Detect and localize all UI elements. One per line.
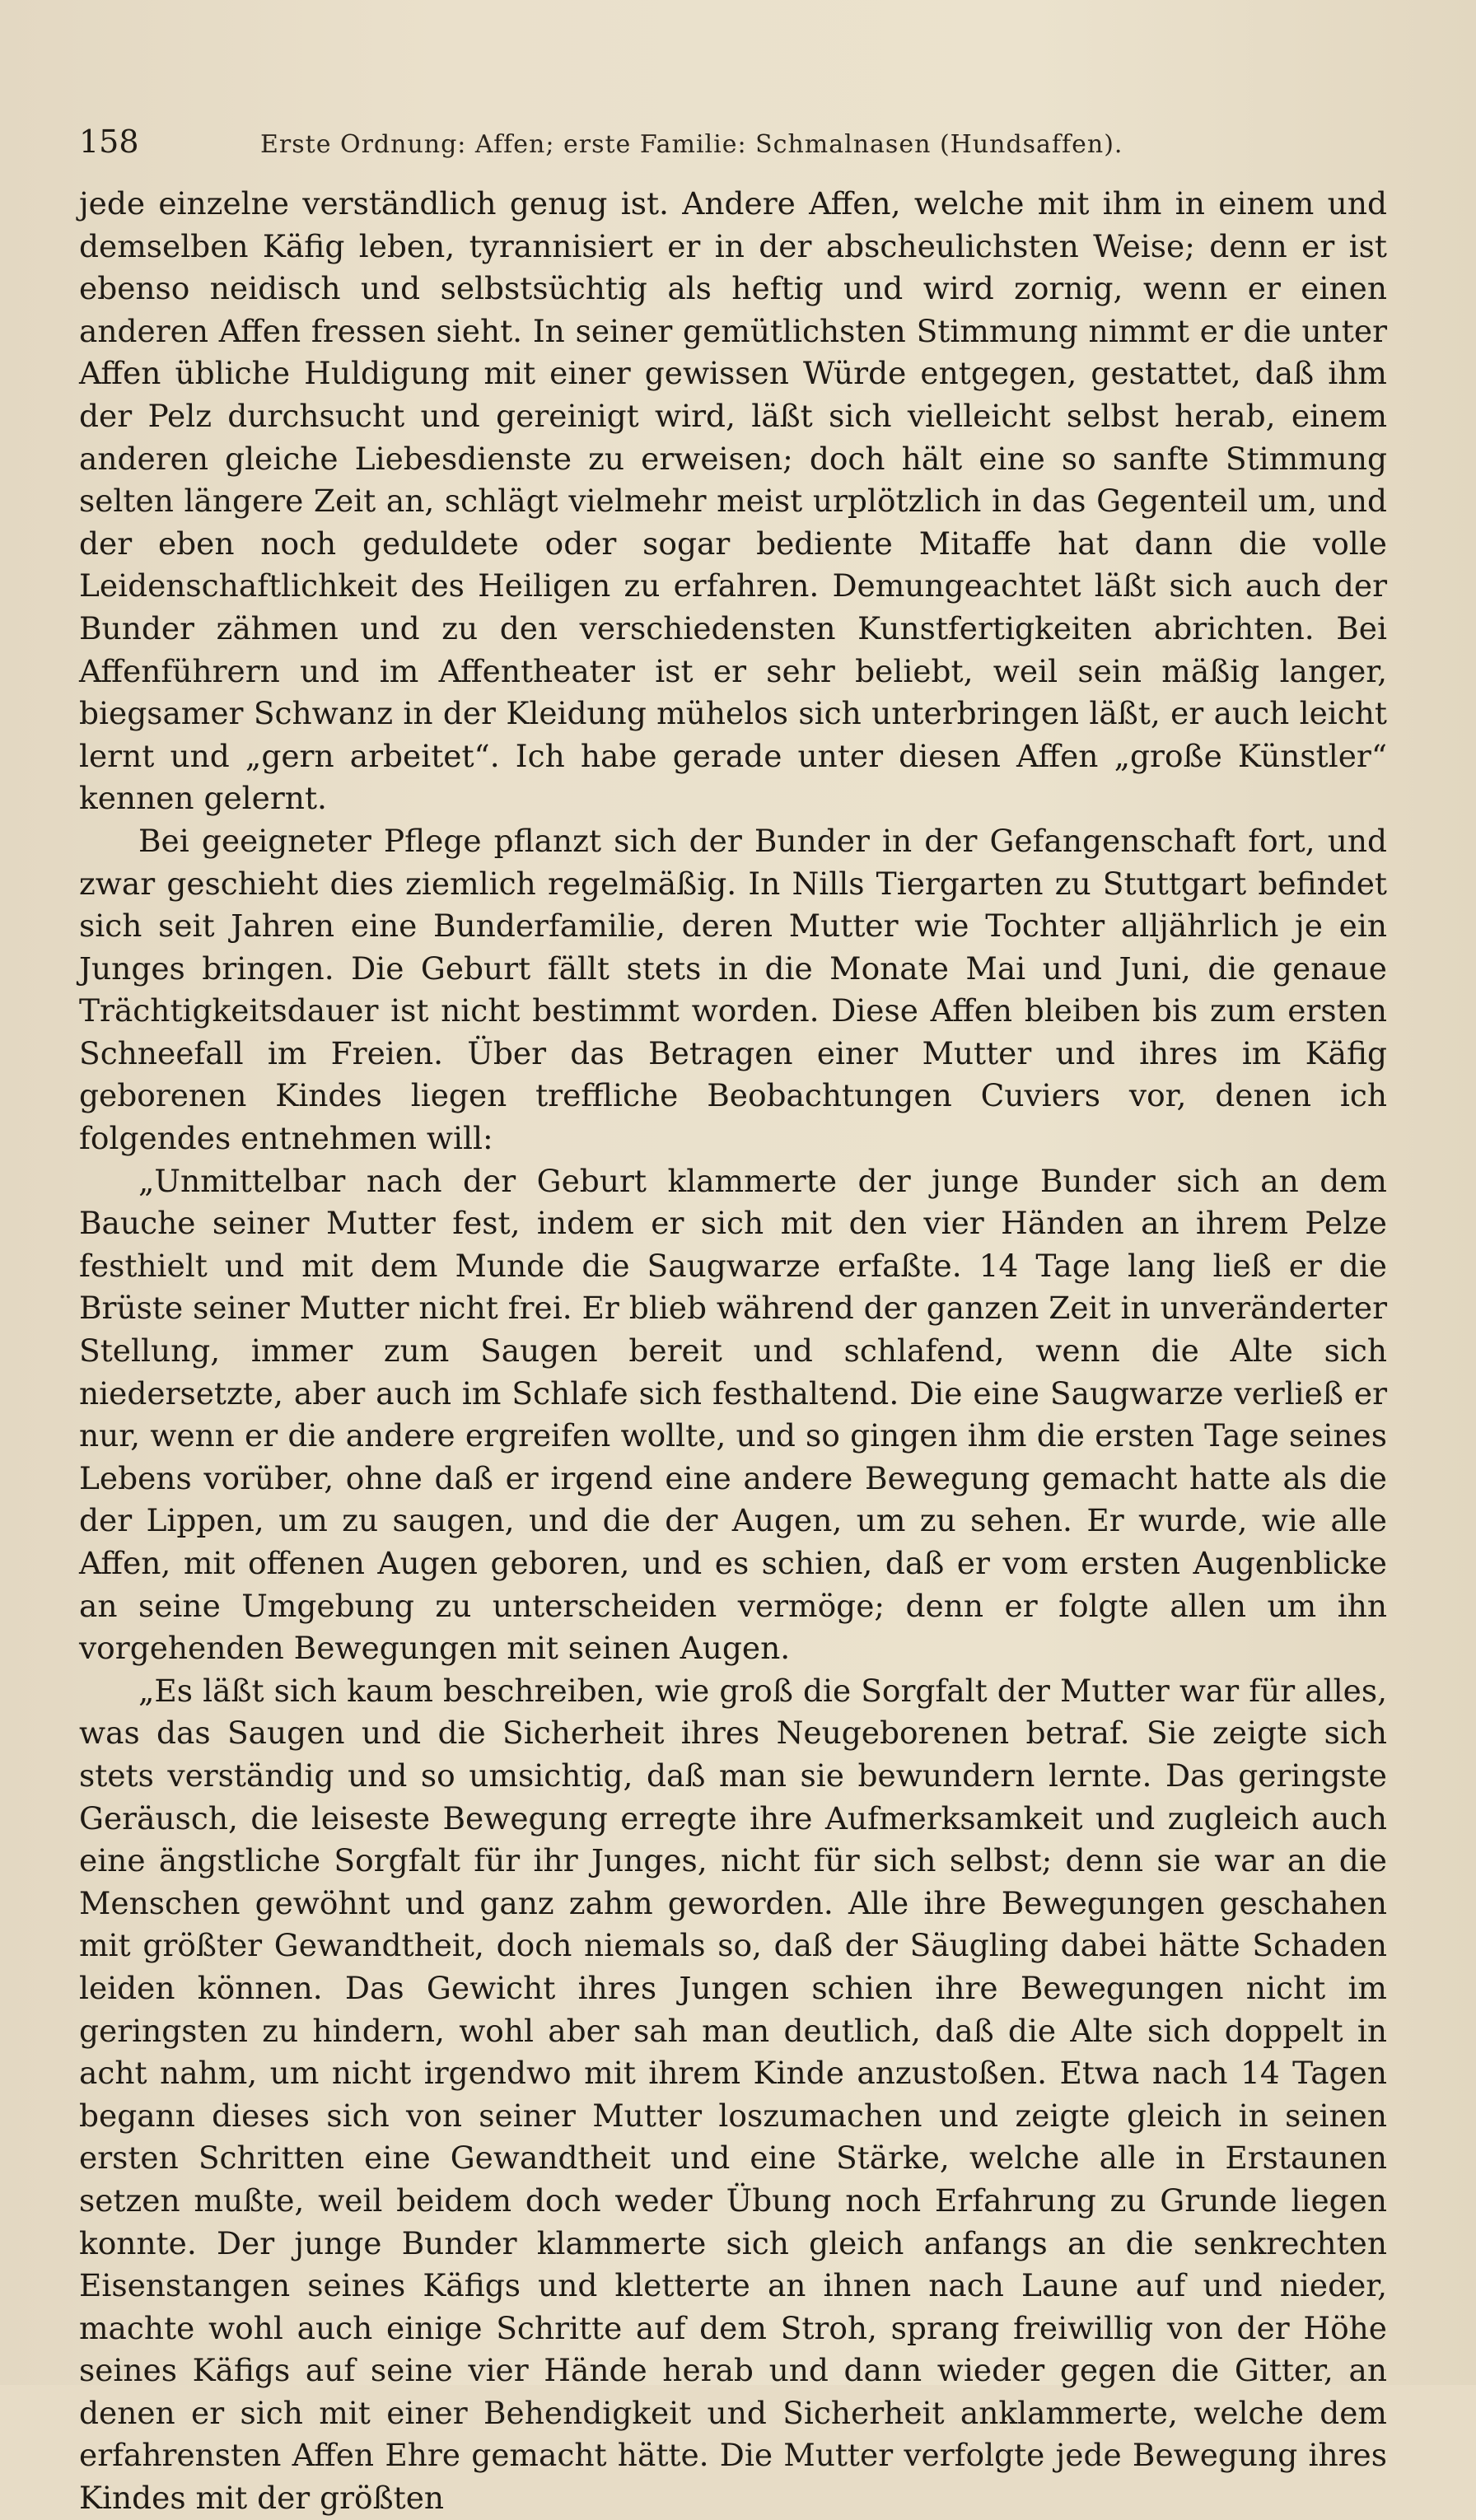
page-number: 158	[79, 124, 139, 160]
paragraph-continuation: jede einzelne verständlich genug ist. Andere Affen, welche mit ihm in einem und demselben Käfig leben, tyrannisiert er in der abscheulichsten Weise; denn er ist ebenso neidisch und selbstsüchtig als heftig und wird zornig, wenn er einen anderen Affen fressen sieht. In seiner gemütlichsten Stimmung nimmt er die unter Affen übliche Huldigung mit einer gewissen Würde entgegen, gestattet, daß ihm der Pelz durchsucht und gereinigt wird, läßt sich vielleicht selbst herab, einem anderen gleiche Liebesdienste zu erweisen; doch hält eine so sanfte Stimmung selten längere Zeit an, schlägt vielmehr meist urplötzlich in das Gegenteil um, und der eben noch geduldete oder sogar bediente Mitaffe hat dann die volle Leidenschaftlichkeit des Heiligen zu erfahren. Demungeachtet läßt sich auch der Bunder zähmen und zu den verschiedensten Kunstfertigkeiten abrichten. Bei Affenführern und im Affentheater ist er sehr beliebt, weil sein mäßig langer, biegsamer Schwanz in der Kleidung mühelos sich unterbringen läßt, er auch leicht lernt und „gern arbeitet“. Ich habe gerade unter diesen Affen „große Künstler“ kennen gelernt.	[79, 185, 1387, 817]
paragraph-quote-mother-care: „Es läßt sich kaum beschreiben, wie groß die Sorgfalt der Mutter war für alles, was das Saugen und die Sicherheit ihres Neugeborenen betraf. Sie zeigte sich stets verständig und so umsichtig, daß man sie bewundern lernte. Das geringste Geräusch, die leiseste Bewegung erregte ihre Aufmerksamkeit und zugleich auch eine ängstliche Sorgfalt für ihr Junges, nicht für sich selbst; denn sie war an die Menschen gewöhnt und ganz zahm geworden. Alle ihre Bewegungen geschahen mit größter Gewandtheit, doch niemals so, daß der Säugling dabei hätte Schaden leiden können. Das Gewicht ihres Jungen schien ihre Bewegungen nicht im geringsten zu hindern, wohl aber sah man deutlich, daß die Alte sich doppelt in acht nahm, um nicht irgendwo mit ihrem Kinde anzustoßen. Etwa nach 14 Tagen begann dieses sich von seiner Mutter loszumachen und zeigte gleich in seinen ersten Schritten eine Gewandtheit und eine Stärke, welche alle in Erstaunen setzen mußte, weil beidem doch weder Übung noch Erfahrung zu Grunde liegen konnte. Der junge Bunder klammerte sich gleich anfangs an die senkrechten Eisenstangen seines Käfigs und kletterte an ihnen nach Laune auf und nieder, machte wohl auch einige Schritte auf dem Stroh, sprang freiwillig von der Höhe seines Käfigs auf seine vier Hände herab und dann wieder gegen die Gitter, an denen er sich mit einer Behendigkeit und Sicherheit anklammerte, welche dem erfahrensten Affen Ehre gemacht hätte. Die Mutter verfolgte jede Bewegung ihres Kindes mit der größten	[79, 1672, 1387, 2517]
running-header	[79, 124, 1387, 173]
body-text	[79, 183, 1387, 2520]
chapter-heading: Erste Ordnung: Affen; erste Familie: Schmalnasen (Hundsaffen).	[260, 130, 1123, 159]
paragraph-quote-birth: „Unmittelbar nach der Geburt klammerte der junge Bunder sich an dem Bauche seiner Mutter fest, indem er sich mit den vier Händen an ihrem Pelze festhielt und mit dem Munde die Saugwarze erfaßte. 14 Tage lang ließ er die Brüste seiner Mutter nicht frei. Er blieb während der ganzen Zeit in unveränderter Stellung, immer zum Saugen bereit und schlafend, wenn die Alte sich niedersetzte, aber auch im Schlafe sich festhaltend. Die eine Saugwarze verließ er nur, wenn er die andere ergreifen wollte, und so gingen ihm die ersten Tage seines Lebens vorüber, ohne daß er irgend eine andere Bewegung gemacht hatte als die der Lippen, um zu saugen, und die der Augen, um zu sehen. Er wurde, wie alle Affen, mit offenen Augen geboren, und es schien, daß er vom ersten Augenblicke an seine Umgebung zu unterscheiden vermöge; denn er folgte allen um ihn vorgehenden Bewegungen mit seinen Augen.	[79, 1162, 1387, 1667]
paragraph-breeding: Bei geeigneter Pflege pflanzt sich der Bunder in der Gefangenschaft fort, und zwar geschieht dies ziemlich regelmäßig. In Nills Tiergarten zu Stuttgart befindet sich seit Jahren eine Bunderfamilie, deren Mutter wie Tochter alljährlich je ein Junges bringen. Die Geburt fällt stets in die Monate Mai und Juni, die genaue Trächtigkeitsdauer ist nicht bestimmt worden. Diese Affen bleiben bis zum ersten Schneefall im Freien. Über das Betragen einer Mutter und ihres im Käfig geborenen Kindes liegen treffliche Beobachtungen Cuviers vor, denen ich folgendes entnehmen will:	[79, 822, 1387, 1157]
